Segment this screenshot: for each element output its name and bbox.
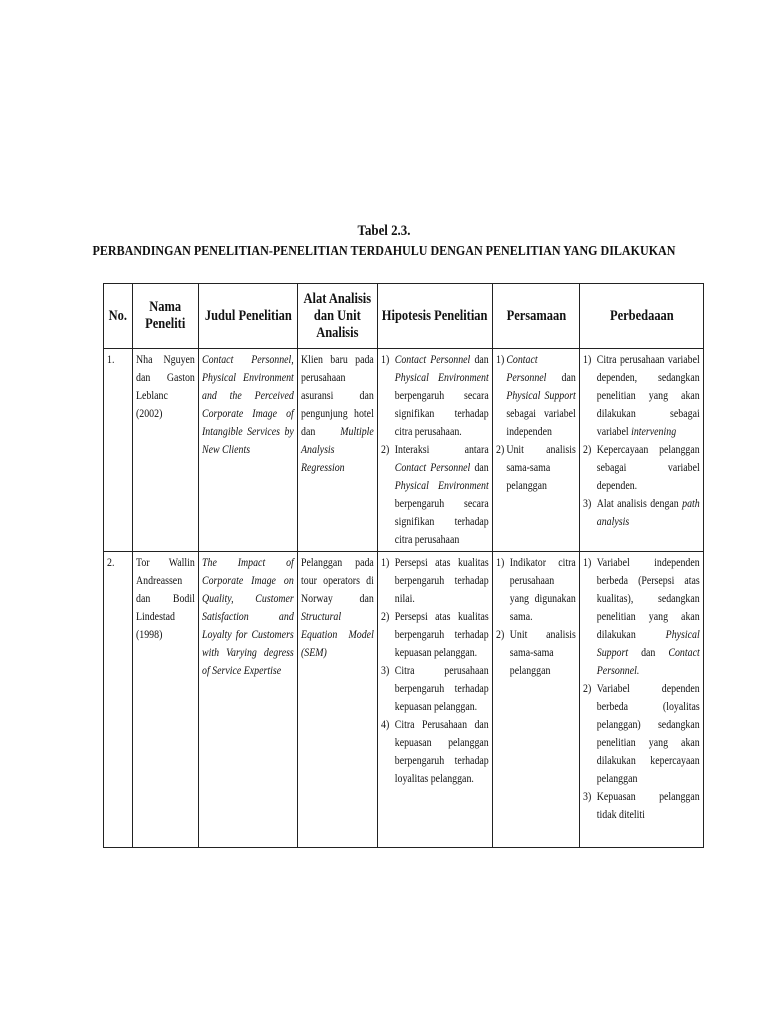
cell-judul: Contact Personnel, Physical Environment and the Perceived Corporate Image of Intangible Services by New Clients <box>199 349 298 552</box>
cell-perbedaan <box>580 552 704 848</box>
header-no: No. <box>104 284 133 349</box>
list-item: 2) Interaksi antara Contact Personnel dan Physical Environment berpengaruh secara signifikan terhadap citra perusahaan <box>381 444 489 546</box>
cell-peneliti: Tor Wallin Andreassen dan Bodil Lindestad (1998) <box>133 552 199 848</box>
cell-no: 1. <box>104 349 133 552</box>
list-item: 3) Kepuasan pelanggan tidak diteliti <box>583 791 700 821</box>
header-persamaan: Persamaan <box>493 284 580 349</box>
table-row <box>104 349 704 552</box>
list-item: 1) Contact Personnel dan Physical Environment berpengaruh secara signifikan terhadap citra perusahaan. <box>381 354 489 438</box>
list-item: 1) Citra perusahaan variabel dependen, sedangkan penelitian yang akan dilakukan sebagai variabel intervening <box>583 354 700 438</box>
comparison-table <box>103 283 704 848</box>
cell-hipotesis <box>378 552 493 848</box>
table-caption-title: Tabel 2.3. <box>357 223 411 239</box>
cell-perbedaan <box>580 349 704 552</box>
list-item: 4) Citra Perusahaan dan kepuasan pelanggan berpengaruh terhadap loyalitas pelanggan. <box>381 719 489 785</box>
table-caption-subtitle: PERBANDINGAN PENELITIAN-PENELITIAN TERDAHULU DENGAN PENELITIAN YANG DILAKUKAN <box>92 244 676 259</box>
header-nama-peneliti: Nama Peneliti <box>133 284 199 349</box>
list-item: 1) Indikator citra perusahaan yang digunakan sama. <box>496 557 576 623</box>
list-item: 2) Kepercayaan pelanggan sebagai variabel dependen. <box>583 444 700 492</box>
list-item: 2) Variabel dependen berbeda (loyalitas pelanggan) sedangkan penelitian yang akan dilakukan kepercayaan pelanggan <box>583 683 700 785</box>
header-alat-analisis: Alat Analisis dan Unit Analisis <box>298 284 378 349</box>
list-item: 3) Alat analisis dengan path analysis <box>583 498 700 528</box>
list-item: 2) Unit analisis sama-sama pelanggan <box>496 444 576 492</box>
cell-hipotesis <box>378 349 493 552</box>
cell-alat-analisis: Pelanggan pada tour operators di Norway dan Structural Equation Model (SEM) <box>298 552 378 848</box>
list-item: 1) Variabel independen berbeda (Persepsi atas kualitas), sedangkan penelitian yang akan dilakukan Physical Support dan Contact Personnel. <box>583 557 700 677</box>
cell-no: 2. <box>104 552 133 848</box>
table-row <box>104 552 704 848</box>
header-perbedaan: Perbedaaan <box>580 284 704 349</box>
cell-persamaan <box>493 552 580 848</box>
header-row <box>104 284 704 349</box>
list-item: 1) Contact Personnel dan Physical Support sebagai variabel independen <box>496 354 576 438</box>
header-judul-penelitian: Judul Penelitian <box>199 284 298 349</box>
header-hipotesis: Hipotesis Penelitian <box>378 284 493 349</box>
list-item: 2) Unit analisis sama-sama pelanggan <box>496 629 576 677</box>
list-item: 3) Citra perusahaan berpengaruh terhadap kepuasan pelanggan. <box>381 665 489 713</box>
cell-peneliti: Nha Nguyen dan Gaston Leblanc (2002) <box>133 349 199 552</box>
list-item: 1) Persepsi atas kualitas berpengaruh terhadap nilai. <box>381 557 489 605</box>
cell-alat-analisis: Klien baru pada perusahaan asuransi dan pengunjung hotel dan Multiple Analysis Regression <box>298 349 378 552</box>
cell-persamaan <box>493 349 580 552</box>
list-item: 2) Persepsi atas kualitas berpengaruh terhadap kepuasan pelanggan. <box>381 611 489 659</box>
cell-judul: The Impact of Corporate Image on Quality, Customer Satisfaction and Loyalty for Customers with Varying degress of Service Expertise <box>199 552 298 848</box>
